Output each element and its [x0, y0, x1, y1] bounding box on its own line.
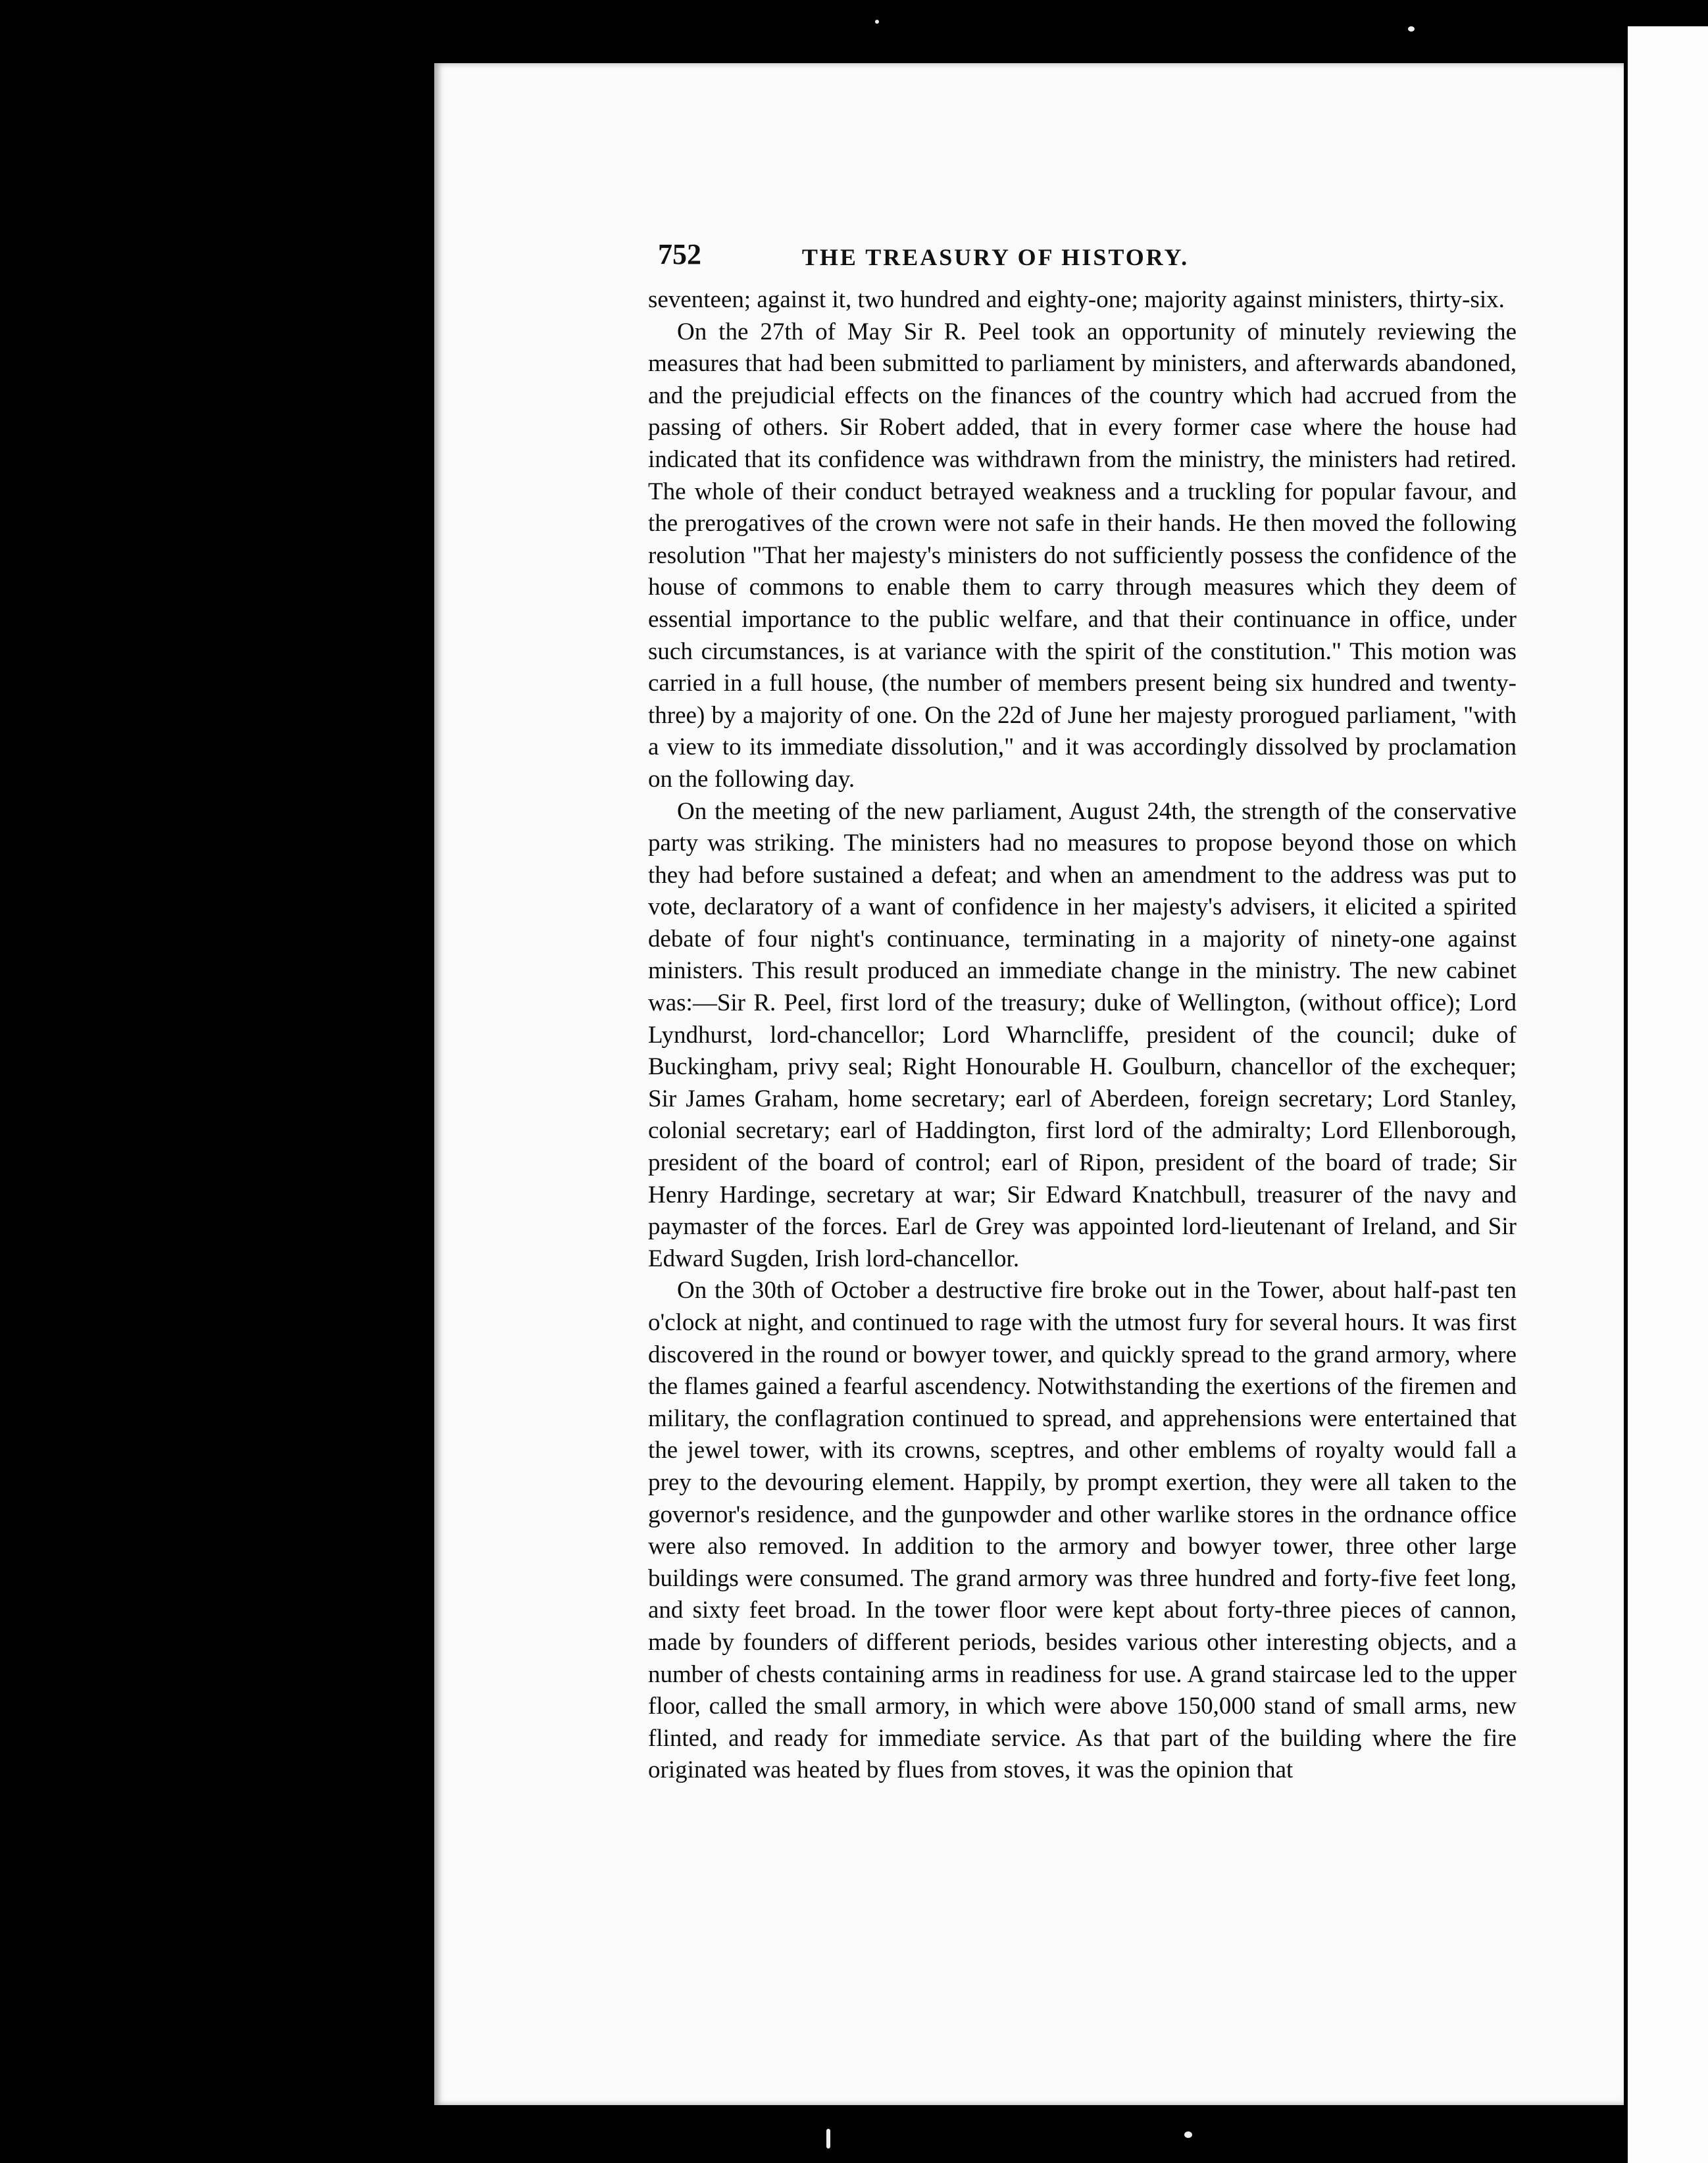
paragraph: On the 30th of October a destructive fire broke out in the Tower, about half-past ten o'clock at night, and continued to rage with the utmost fury for several hours. It was first discovered in the round or bowyer tower, and quickly spread to the grand armory, where the flames gained a fearful ascendency. Notwithstanding the exertions of the firemen and military, the conflagration continued to spread, and apprehensions were entertained that the jewel tower, with its crowns, sceptres, and other emblems of royalty would fall a prey to the devouring element. Happily, by prompt exertion, they were all taken to the governor's residence, and the gunpowder and other warlike stores in the ordnance office were also removed. In addition to the armory and bowyer tower, three other large buildings were consumed. The grand armory was three hundred and forty-five feet long, and sixty feet broad. In the tower floor were kept about forty-three pieces of cannon, made by founders of different periods, besides various other interesting objects, and a number of chests containing arms in readiness for use. A grand staircase led to the upper floor, called the small armory, in which were above 150,000 stand of small arms, new flinted, and ready for immediate service. As that part of the building where the fire originated was heated by flues from stoves, it was the opinion that [648, 1277, 1517, 1784]
paragraph: seventeen; against it, two hundred and eighty-one; majority against ministers, thirty-six. [648, 286, 1505, 313]
scan-speck [1408, 26, 1415, 32]
scan-speck [1184, 2131, 1192, 2138]
paragraph: On the 27th of May Sir R. Peel took an opportunity of minutely reviewing the measures that had been submitted to parliament by ministers, and afterwards abandoned, and the prejudicial effects on the finances of the country which had accrued from the passing of others. Sir Robert added, that in every former case where the house had indicated that its confidence was withdrawn from the ministry, the ministers had retired. The whole of their conduct betrayed weakness and a truckling for popular favour, and the prerogatives of the crown were not safe in their hands. He then moved the following resolution "That her majesty's ministers do not sufficiently possess the confidence of the house of commons to enable them to carry through measures which they deem of essential importance to the public welfare, and that their continuance in office, under such circumstances, is at variance with the spirit of the constitution." This motion was carried in a full house, (the number of members present being six hundred and twenty-three) by a majority of one. On the 22d of June her majesty prorogued parliament, "with a view to its immediate dissolution," and it was accordingly dissolved by proclamation on the following day. [648, 318, 1517, 793]
page-header [658, 232, 1316, 271]
body-text [648, 284, 1517, 1787]
page-number: 752 [658, 238, 701, 270]
paragraph: On the meeting of the new parliament, August 24th, the strength of the conservative party was striking. The ministers had no measures to propose beyond those on which they had before sustained a defeat; and when an amendment to the address was put to vote, declaratory of a want of confidence in her majesty's advisers, it elicited a spirited debate of four night's continuance, terminating in a majority of ninety-one against ministers. This result produced an immediate change in the ministry. The new cabinet was:—Sir R. Peel, first lord of the treasury; duke of Wellington, (without office); Lord Lyndhurst, lord-chancellor; Lord Wharncliffe, president of the council; duke of Buckingham, privy seal; Right Honourable H. Goulburn, chancellor of the exchequer; Sir James Graham, home secretary; earl of Aberdeen, foreign secretary; Lord Stanley, colonial secretary; earl of Haddington, first lord of the admiralty; Lord Ellenborough, president of the board of control; earl of Ripon, president of the board of trade; Sir Henry Hardinge, secretary at war; Sir Edward Knatchbull, treasurer of the navy and paymaster of the forces. Earl de Grey was appointed lord-lieutenant of Ireland, and Sir Edward Sugden, Irish lord-chancellor. [648, 797, 1517, 1272]
scan-speck [875, 20, 879, 24]
facing-page-edge [1628, 26, 1708, 2163]
scan-speck [826, 2129, 830, 2149]
running-head: THE TREASURY OF HISTORY. [801, 244, 1190, 270]
